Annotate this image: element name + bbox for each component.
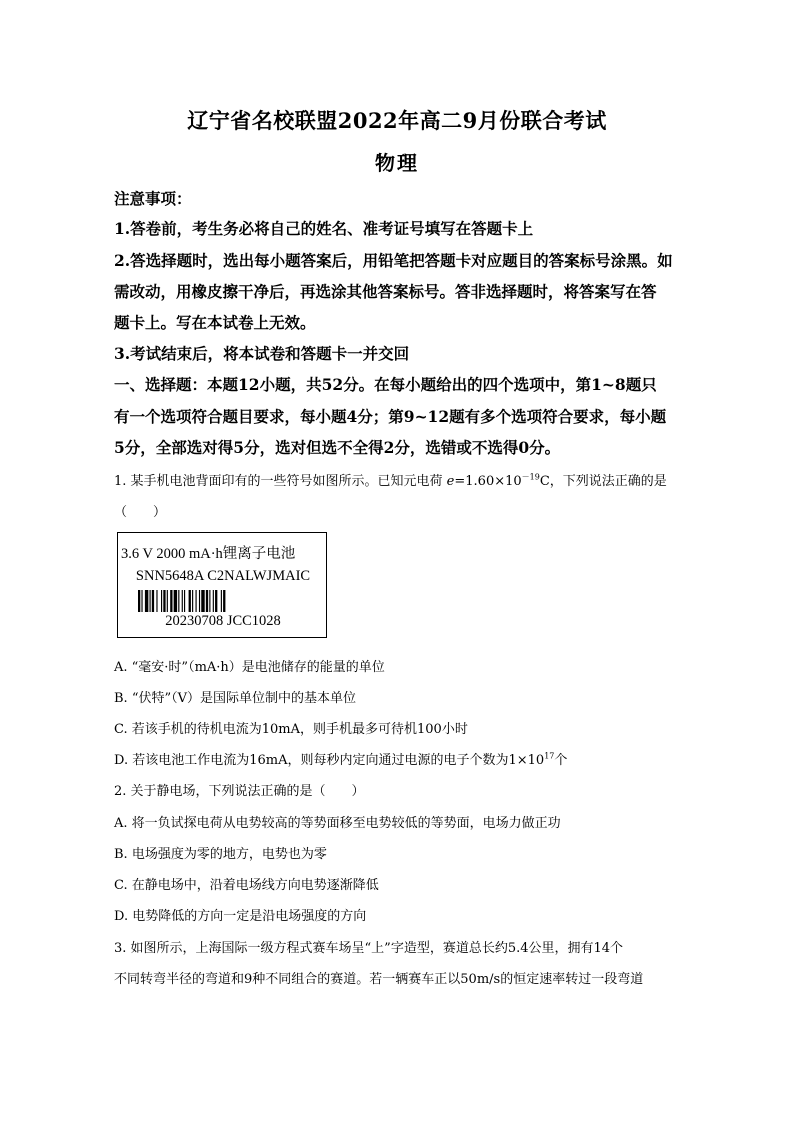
barcode-bar (145, 590, 148, 612)
q2-option-c: C. 在静电场中，沿着电场线方向电势逐渐降低 (114, 878, 379, 893)
barcode-bar (192, 590, 193, 612)
notice-item-1: 1.答卷前，考生务必将自己的姓名、准考证号填写在答题卡上 (114, 219, 534, 238)
barcode-bar (199, 590, 200, 612)
notice-heading: 注意事项： (114, 189, 192, 208)
battery-label-figure (117, 532, 327, 638)
q3-stem-line2: 不同转弯半径的弯道和9种不同组合的赛道。若一辆赛车正以50m/s的恒定速率转过一段弯道 (114, 972, 644, 987)
battery-spec-line: 3.6 V 2000 mA·h锂离子电池 (121, 546, 296, 562)
q1-stem-line2: （ ） (114, 505, 167, 520)
barcode-bar (206, 590, 208, 612)
barcode-bar (221, 590, 222, 612)
notice-item-3: 3.考试结束后，将本试卷和答题卡一并交回 (114, 344, 410, 363)
barcode-bar (163, 590, 165, 612)
q1-option-d: D. 若该电池工作电流为16mA，则每秒内定向通过电源的电子个数为$1\times 10^{17}$个 (114, 751, 568, 768)
barcode-bar (141, 590, 142, 612)
q2-option-a: A. 将一负试探电荷从电势较高的等势面移至电势较低的等势面，电场力做正功 (114, 816, 561, 831)
q2-option-d: D. 电势降低的方向一定是沿电场强度的方向 (114, 909, 367, 924)
barcode-bar (161, 590, 162, 612)
exam-subject: 物理 (375, 151, 419, 175)
barcode-bar (138, 590, 140, 612)
battery-date-line: 20230708 JCC1028 (165, 613, 281, 629)
q2-stem: 2. 关于静电场，下列说法正确的是（ ） (114, 784, 365, 799)
notice-item-2-cont2: 题卡上。写在本试卷上无效。 (114, 313, 316, 332)
barcode-bar (196, 590, 197, 612)
section1-instruction-2: 有一个选项符合题目要求，每小题4分；第9~12题有多个选项符合要求，每小题 (114, 407, 667, 426)
q1-option-a: A. “毫安·时”（mA·h）是电池储存的能量的单位 (114, 660, 385, 675)
barcode-bar (184, 590, 185, 612)
barcode-bar (152, 590, 154, 612)
notice-item-2-cont: 需改动，用橡皮擦干净后，再选涂其他答案标号。答非选择题时，将答案写在答 (114, 282, 657, 301)
barcode-bar (182, 590, 183, 612)
barcode-bar (189, 590, 191, 612)
barcode (138, 590, 298, 612)
q1-option-c: C. 若该手机的待机电流为10mA，则手机最多可待机100小时 (114, 722, 468, 737)
battery-serial-line: SNN5648A C2NALWJMAIC (135, 568, 311, 584)
barcode-bar (170, 590, 172, 612)
barcode-bar (174, 590, 177, 612)
exam-title: 辽宁省名校联盟2022年高二9月份联合考试 (187, 108, 607, 133)
barcode-bar (213, 590, 214, 612)
notice-item-2: 2.答选择题时，选出每小题答案后，用铅笔把答题卡对应题目的答案标号涂黑。如 (114, 251, 673, 270)
q1-option-b: B. “伏特”（V）是国际单位制中的基本单位 (114, 691, 356, 706)
barcode-bar (167, 590, 168, 612)
section1-instruction-3: 5分，全部选对得5分，选对但选不全得2分，选错或不选得0分。 (114, 438, 561, 457)
q2-option-b: B. 电场强度为零的地方，电势也为零 (114, 847, 327, 862)
barcode-bar (215, 590, 217, 612)
barcode-bar (201, 590, 204, 612)
q3-stem-line1: 3. 如图所示，上海国际一级方程式赛车场呈“上”字造型，赛道总长约5.4公里，拥有14个 (114, 941, 624, 956)
q1-stem-line1: 1. 某手机电池背面印有的一些符号如图所示。已知元电荷 $e=1.60\times 10^{-19}C$，下列说法正确的是 (114, 472, 667, 489)
barcode-bar (150, 590, 151, 612)
barcode-bar (178, 590, 179, 612)
barcode-bar (156, 590, 157, 612)
barcode-bar (209, 590, 210, 612)
section1-instruction-1: 一、选择题：本题12小题，共52分。在每小题给出的四个选项中，第1~8题只 (114, 375, 657, 394)
barcode-bar (223, 590, 225, 612)
